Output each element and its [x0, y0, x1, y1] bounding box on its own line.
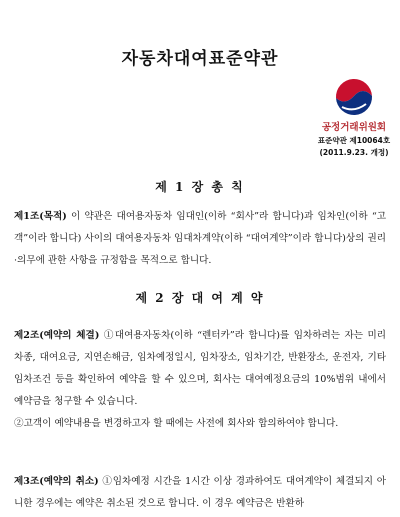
article-3 — [14, 471, 386, 515]
article-1-heading: 제1조(목적) — [14, 211, 67, 222]
ftc-seal — [312, 74, 396, 158]
article-3-body: ①임차예정 시간을 1시간 이상 경과하여도 대여계약이 체결되지 아니한 경우에는 예약은 취소된 것으로 합니다. 이 경우 예약금은 반환하 — [14, 476, 386, 509]
chapter-2-heading: 제 2 장 대 여 계 약 — [135, 291, 265, 305]
article-2-heading: 제2조(예약의 체결) — [14, 330, 100, 341]
article-3-heading: 제3조(예약의 취소) — [14, 476, 99, 487]
article-1 — [14, 206, 386, 272]
article-2-clause-2: ②고객이 예약내용을 변경하고자 할 때에는 사전에 회사와 합의하여야 합니다. — [14, 418, 339, 429]
document-title: 자동차대여표준약관 — [121, 49, 279, 69]
seal-org-name: 공정거래위원회 — [321, 122, 387, 133]
ftc-emblem-icon — [332, 74, 376, 118]
chapter-1-heading: 제 1 장 총 칙 — [155, 180, 245, 194]
article-2-clause-1: ①대여용자동차(이하 “렌터카”라 합니다)를 임차하려는 자는 미리 차종, 대여요금, 지연손해금, 임차예정일시, 임차장소, 임차기간, 반환장소, 운전자, 기타 임차조건 등을 확인하여 예약을 할 수 있으며, 회사는 대여예정요금의 10%범위 내에서 예약금을 청구할 수 있습니다. — [14, 330, 387, 407]
seal-revision-date: (2011.9.23. 개정) — [319, 148, 389, 157]
article-2 — [14, 325, 386, 413]
seal-notice-number: 표준약관 제10064호 — [317, 136, 391, 145]
article-1-body: 이 약관은 대여용자동차 임대인(이하 “회사”라 합니다)과 임차인(이하 “고객”이라 합니다) 사이의 대여용자동차 임대차계약(이하 “대여계약”이라 합니다)상의 권리·의무에 관한 사항을 규정함을 목적으로 합니다. — [14, 211, 386, 266]
